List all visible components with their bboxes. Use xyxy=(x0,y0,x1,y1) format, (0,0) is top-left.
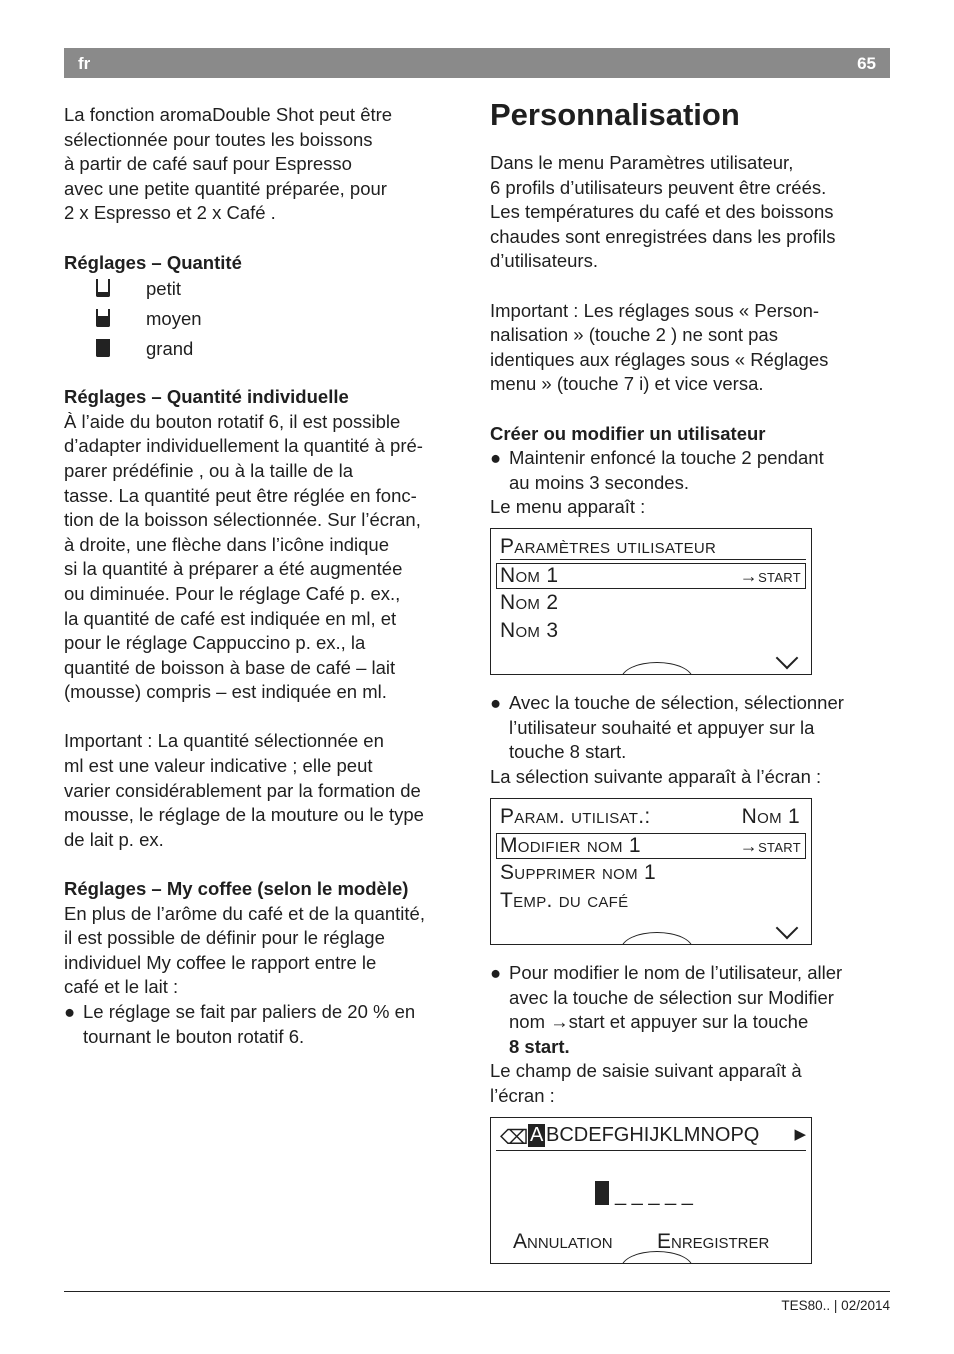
body-line: mousse, le réglage de la mouture ou le type xyxy=(64,804,424,826)
qty-small: petit xyxy=(64,275,469,305)
body-line: Le menu apparaît : xyxy=(490,496,646,518)
input-field[interactable]: _ _ _ _ _ xyxy=(615,1184,693,1206)
body-line: menu » (touche 7 i) et vice versa. xyxy=(490,373,764,395)
intro-line: 2 x Espresso et 2 x Café . xyxy=(64,202,276,224)
footer xyxy=(64,1291,890,1313)
lcd-title-row: Param. utilisat.: Nom 1 xyxy=(500,805,800,828)
bullet-item: ● Pour modifier le nom de l’utilisateur, aller avec la touche de sélection sur Modifier nom →start et appuyer sur la touche 8 start. xyxy=(490,962,843,1057)
body-line: À l’aide du bouton rotatif 6, il est possible xyxy=(64,410,401,432)
body-line: identiques aux réglages sous « Réglages xyxy=(490,348,829,370)
body-line: chaudes sont enregistrées dans les profils xyxy=(490,225,836,247)
body-line: Important : Les réglages sous « Person- xyxy=(490,299,820,321)
body-line: d’utilisateurs. xyxy=(490,250,598,272)
body-line: nalisation » (touche 2 ) ne sont pas xyxy=(490,324,778,346)
large-cup-icon xyxy=(96,339,110,357)
lcd-knob-arc xyxy=(621,662,693,675)
page-header xyxy=(64,48,890,78)
intro-line: avec une petite quantité préparée, pour xyxy=(64,177,387,199)
body-line: quantité de boisson à base de café – lait xyxy=(64,656,396,678)
bullet-item: ● Avec la touche de sélection, sélectionner l’utilisateur souhaité et appuyer sur la touche 8 start. xyxy=(490,692,844,763)
lcd-name-input xyxy=(490,1117,812,1264)
arrow-right-icon[interactable]: ▶ xyxy=(794,1126,806,1143)
small-cup-icon xyxy=(96,279,110,297)
intro-line: La fonction aromaDouble Shot peut être xyxy=(64,104,393,125)
body-line: il est possible de définir pour le réglage xyxy=(64,927,385,949)
intro-line: à partir de café sauf pour Espresso xyxy=(64,153,352,175)
body-line: varier considérablement par la formation de xyxy=(64,779,421,801)
intro-line: sélectionnée pour toutes les boissons xyxy=(64,128,373,150)
letter-bar[interactable] xyxy=(496,1124,806,1151)
right-text-3 xyxy=(490,961,890,1109)
body-line: tasse. La quantité peut être réglée en fonc- xyxy=(64,484,417,506)
bullet-item: ● Maintenir enfoncé la touche 2 pendant au moins 3 secondes. xyxy=(490,447,824,493)
body-line: ou diminuée. Pour le réglage Café p. ex., xyxy=(64,582,401,604)
body-line: 6 profils d’utilisateurs peuvent être créés. xyxy=(490,176,827,198)
lcd-row[interactable]: Nom 3 xyxy=(500,619,559,642)
save-option[interactable]: Enregistrer xyxy=(657,1230,770,1253)
backspace-icon[interactable]: ⌫ xyxy=(500,1127,529,1149)
lcd-row-selected[interactable]: Modifier nom 1 →start xyxy=(496,833,806,859)
individual-heading: Réglages – Quantité individuelle xyxy=(64,386,349,408)
letters[interactable]: BCDEFGHIJKLMNOPQ xyxy=(546,1124,760,1146)
lcd-row[interactable]: Temp. du café xyxy=(500,889,629,912)
body-line: Dans le menu Paramètres utilisateur, xyxy=(490,152,794,173)
body-line: d’adapter individuellement la quantité à pré- xyxy=(64,435,423,457)
quantity-heading: Réglages – Quantité xyxy=(64,251,242,273)
body-line: café et le lait : xyxy=(64,976,179,998)
body-line: individuel My coffee le rapport entre le xyxy=(64,951,377,973)
qty-large: grand xyxy=(64,335,469,365)
body-line: à droite, une flèche dans l’icône indique xyxy=(64,533,390,555)
medium-cup-icon xyxy=(96,309,110,327)
lcd-row[interactable]: Supprimer nom 1 xyxy=(500,861,657,884)
left-column xyxy=(64,103,469,1049)
selected-letter[interactable]: A xyxy=(530,1124,544,1146)
body-line: Important : La quantité sélectionnée en xyxy=(64,730,384,752)
body-line: si la quantité à préparer a été augmentée xyxy=(64,558,403,580)
chevron-down-icon xyxy=(776,917,799,940)
body-line: l’écran : xyxy=(490,1084,555,1106)
qty-medium: moyen xyxy=(64,305,469,335)
body-line: La sélection suivante apparaît à l’écran : xyxy=(490,765,822,787)
lcd-user-submenu xyxy=(490,798,812,945)
lcd-title: Paramètres utilisateur xyxy=(500,535,806,560)
body-line: parer prédéfinie , ou à la taille de la xyxy=(64,459,353,481)
cursor xyxy=(595,1181,609,1205)
lcd-row[interactable]: Nom 2 xyxy=(500,591,559,614)
cancel-option[interactable]: Annulation xyxy=(513,1230,613,1253)
create-user-heading: Créer ou modifier un utilisateur xyxy=(490,422,766,444)
page-title: Personnalisation xyxy=(490,97,740,132)
body-line: pour le réglage Cappuccino p. ex., la xyxy=(64,632,366,654)
lcd-knob-arc xyxy=(621,932,693,945)
language-label: fr xyxy=(78,54,91,73)
body-line: En plus de l’arôme du café et de la quantité, xyxy=(64,902,425,924)
body-line: tion de la boisson sélectionnée. Sur l’écran, xyxy=(64,509,421,531)
page-number: 65 xyxy=(857,54,876,73)
right-text-2 xyxy=(490,691,890,789)
lcd-row-selected[interactable]: Nom 1 →start xyxy=(496,563,806,589)
footer-text: TES80.. | 02/2014 xyxy=(781,1298,890,1313)
body-line: Le champ de saisie suivant apparaît à xyxy=(490,1060,802,1082)
body-line: Les températures du café et des boissons xyxy=(490,201,834,223)
body-line: ml est une valeur indicative ; elle peut xyxy=(64,755,373,777)
my-coffee-heading: Réglages – My coffee (selon le modèle) xyxy=(64,878,409,900)
right-text-1 xyxy=(490,151,890,520)
lcd-user-menu xyxy=(490,528,812,675)
body-line: (mousse) compris – est indiquée en ml. xyxy=(64,681,387,703)
body-line: de lait p. ex. xyxy=(64,828,164,850)
body-line: la quantité de café est indiquée en ml, et xyxy=(64,607,397,629)
chevron-down-icon xyxy=(776,647,799,670)
bullet-item: ● Le réglage se fait par paliers de 20 % en tournant le bouton rotatif 6. xyxy=(64,1001,416,1047)
